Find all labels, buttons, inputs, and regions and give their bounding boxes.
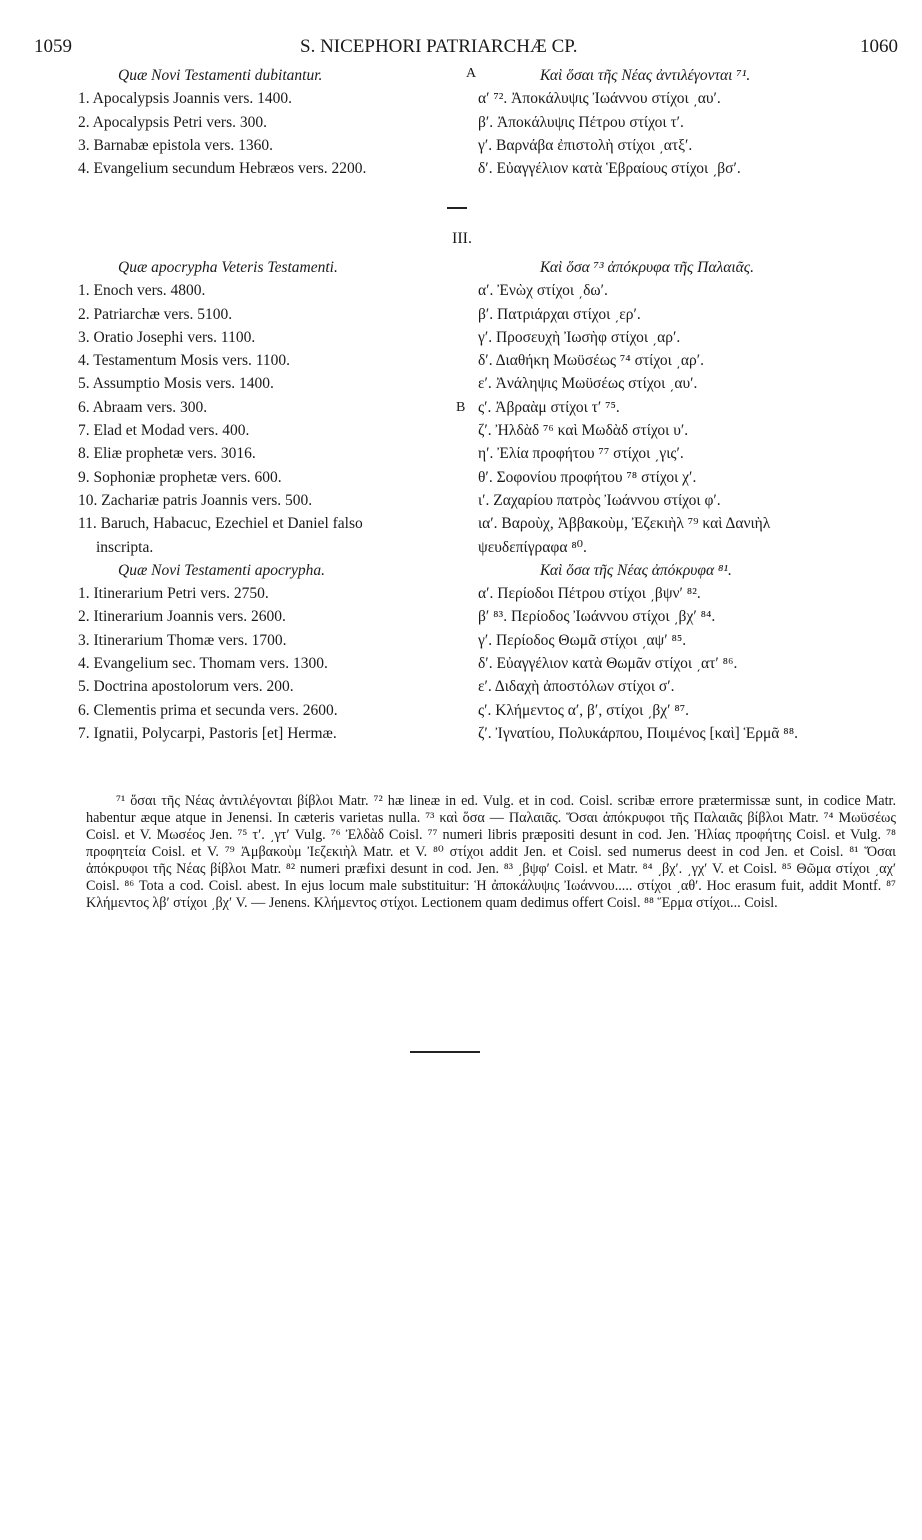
list-item: 2. Itinerarium Joannis vers. 2600. [78,608,286,626]
list-item: δ′. Διαθήκη Μωϋσέως ⁷⁴ στίχοι ͵αρ′. [478,352,704,370]
list-item: 1. Enoch vers. 4800. [78,282,206,300]
list-item: α′ ⁷². Ἀποκάλυψις Ἰωάννου στίχοι ͵αυ′. [478,90,721,108]
heading: Καὶ ὅσα ⁷³ ἀπόκρυφα τῆς Παλαιᾶς. [540,259,754,276]
list-item: 5. Doctrina apostolorum vers. 200. [78,678,294,696]
list-item: γ′. Περίοδος Θωμᾶ στίχοι ͵αψ′ ⁸⁵. [478,631,687,649]
list-item: 6. Abraam vers. 300. [78,398,208,416]
heading: Quæ Novi Testamenti dubitantur. [118,67,323,84]
column-number-left: 1059 [34,36,72,57]
list-item: 1. Apocalypsis Joannis vers. 1400. [78,90,292,108]
list-item: γ′. Βαρνάβα ἐπιστολὴ στίχοι ͵ατξ′. [478,136,693,154]
list-item: ια′. Βαροὺχ, Ἀββακοὺμ, Ἐζεκιὴλ ⁷⁹ καὶ Δανιὴλ [478,515,771,533]
list-item: 7. Ignatii, Polycarpi, Pastoris [et] Hermæ. [78,724,337,742]
list-item: ε′. Διδαχὴ ἀποστόλων στίχοι σ′. [478,678,675,696]
list-item: 5. Assumptio Mosis vers. 1400. [78,375,274,393]
list-item: ψευδεπίγραφα ⁸⁰. [478,538,587,556]
list-item: 4. Evangelium sec. Thomam vers. 1300. [78,655,328,673]
section2-greek [478,256,908,745]
list-item: 3. Itinerarium Thomæ vers. 1700. [78,631,287,649]
footnotes: ⁷¹ ὅσαι τῆς Νέας ἀντιλέγονται βίβλοι Matr. ⁷² hæ lineæ in ed. Vulg. et in cod. Coisl. scribæ errore prætermissæ sunt, in codice Matr. habentur æque atque in Jenensi. In cæteris varietas nulla. ⁷³ καὶ ὅσα — Παλαιᾶς. Ὅσαι ἀπόκρυφοι τῆς Παλαιᾶς βίβλοι Matr. ⁷⁴ Μωϋσέως Coisl. et V. Μωσέος Jen. ⁷⁵ τ′. ͵γτ′ Vulg. ⁷⁶ Ἐλδὰδ Coisl. ⁷⁷ numeri libris præpositi desunt in cod. Jen. Ἠλίας προφήτης Coisl. et Vulg. ⁷⁸ προφητεία Coisl. et V. ⁷⁹ Ἀμβακοὺμ Ἰεζεκιὴλ Matr. et V. ⁸⁰ στίχοι addit Jen. et Coisl. sed numerus deest in cod Jen. et Coisl. ⁸¹ Ὅσαι ἀπόκρυφοι τῆς Νέας βίβλοι Matr. ⁸² numeri præfixi desunt in cod. Jen. ⁸³ ͵βψφ′ Coisl. et Matr. ⁸⁴ ͵βχ′. ͵γχ′ V. et Coisl. ⁸⁵ Θῶμα στίχοι ͵αχ′ Coisl. ⁸⁶ Tota a cod. Coisl. abest. In ejus locum male substituitur: Ἡ ἀποκάλυψις Ἰωάννου..... στίχοι ͵αθ′. Hoc erasum fuit, addit Montf. ⁸⁷ Κλήμεντος λβ′ στίχοι ͵βχ′ V. — Jenens. Κλήμεντος στίχοι. Lectionem quam dedimus offert Coisl. ⁸⁸ Ἕρμα στίχοι... Coisl. [86,793,896,911]
list-item: 11. Baruch, Habacuc, Ezechiel et Daniel falso [78,515,363,533]
list-item: β′. Ἀποκάλυψις Πέτρου στίχοι τ′. [478,113,684,131]
list-item: θ′. Σοφονίου προφήτου ⁷⁸ στίχοι χ′. [478,468,697,486]
list-item: inscripta. [96,538,154,556]
list-item: 4. Testamentum Mosis vers. 1100. [78,352,291,370]
list-item: δ′. Εὐαγγέλιον κατὰ Θωμᾶν στίχοι ͵ατ′ ⁸⁶. [478,655,738,673]
heading: Καὶ ὅσαι τῆς Νέας ἀντιλέγονται ⁷¹. [540,67,751,84]
margin-letter-b: B [456,400,466,415]
list-item: 8. Eliæ prophetæ vers. 3016. [78,445,256,463]
list-item: 4. Evangelium secundum Hebræos vers. 2200. [78,160,367,178]
list-item: 9. Sophoniæ prophetæ vers. 600. [78,468,282,486]
section2-latin [78,256,448,745]
heading: Quæ apocrypha Veteris Testamenti. [118,259,338,276]
list-item: η′. Ἐλία προφήτου ⁷⁷ στίχοι ͵γις′. [478,445,684,463]
list-item: 3. Barnabæ epistola vers. 1360. [78,136,274,154]
list-item: ε′. Ἀνάληψις Μωϋσέως στίχοι ͵αυ′. [478,375,698,393]
section-number: III. [452,230,472,247]
list-item: δ′. Εὐαγγέλιον κατὰ Ἑβραίους στίχοι ͵βσ′. [478,160,741,178]
list-item: γ′. Προσευχὴ Ἰωσὴφ στίχοι ͵αρ′. [478,328,681,346]
list-item: β′ ⁸³. Περίοδος Ἰωάννου στίχοι ͵βχ′ ⁸⁴. [478,608,716,626]
list-item: 6. Clementis prima et secunda vers. 2600. [78,701,338,719]
list-item: α′. Περίοδοι Πέτρου στίχοι ͵βψν′ ⁸². [478,585,701,603]
list-item: 2. Patriarchæ vers. 5100. [78,305,233,323]
section1-greek [478,64,908,180]
list-item: ζ′. Ἰγνατίου, Πολυκάρπου, Ποιμένος [καὶ] Ἑρμᾶ ⁸⁸. [478,724,798,742]
column-number-right: 1060 [860,36,898,57]
list-item: 3. Oratio Josephi vers. 1100. [78,328,256,346]
list-item: 2. Apocalypsis Petri vers. 300. [78,113,267,131]
list-item: β′. Πατριάρχαι στίχοι ͵ερ′. [478,305,641,323]
end-rule [410,1051,480,1053]
list-item: 1. Itinerarium Petri vers. 2750. [78,585,269,603]
list-item: ζ′. Ἠλδὰδ ⁷⁶ καὶ Μωδὰδ στίχοι υ′. [478,422,689,440]
heading: Quæ Novi Testamenti apocrypha. [118,561,325,579]
list-item: 7. Elad et Modad vers. 400. [78,422,250,440]
list-item: ς′. Κλήμεντος α′, β′, στίχοι ͵βχ′ ⁸⁷. [478,701,690,719]
heading: Καὶ ὅσα τῆς Νέας ἀπόκρυφα ⁸¹. [540,561,732,579]
list-item: 10. Zachariæ patris Joannis vers. 500. [78,491,313,509]
list-item: α′. Ἐνὼχ στίχοι ͵δω′. [478,282,608,300]
list-item: ς′. Ἀβραὰμ στίχοι τ′ ⁷⁵. [478,398,620,416]
section1-latin [78,64,448,180]
list-item: ι′. Ζαχαρίου πατρὸς Ἰωάννου στίχοι φ′. [478,491,721,509]
margin-letter-a: A [466,66,477,81]
running-title: S. NICEPHORI PATRIARCHÆ CP. [300,36,578,57]
section-divider [447,207,467,209]
